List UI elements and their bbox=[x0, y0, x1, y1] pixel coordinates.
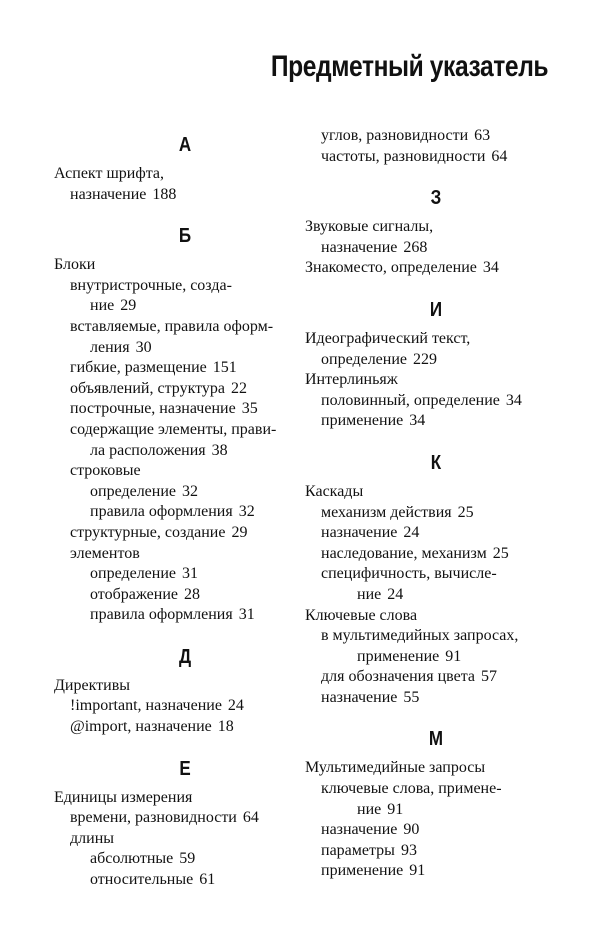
index-entry-text: назначение bbox=[321, 524, 398, 542]
index-entry-text: наследование, механизм bbox=[321, 544, 487, 562]
index-entry-page: 64 bbox=[242, 809, 259, 827]
index-entry-text: ние bbox=[90, 297, 115, 315]
index-entry-text: отображение bbox=[90, 585, 178, 603]
index-entry-text: Идеографический текст, bbox=[305, 329, 471, 347]
index-entry-text: !important, назначение bbox=[70, 697, 222, 715]
index-entry bbox=[305, 126, 567, 147]
index-entry-page: 24 bbox=[403, 524, 420, 542]
index-entry-text: правила оформления bbox=[90, 503, 233, 521]
index-entry bbox=[54, 788, 316, 809]
index-entry bbox=[54, 185, 316, 206]
index-entry bbox=[54, 296, 316, 317]
index-entry-text: параметры bbox=[321, 841, 395, 859]
index-entry-page: 64 bbox=[491, 147, 508, 165]
section-letter: А bbox=[178, 134, 192, 156]
index-entry-text: объявлений, структура bbox=[70, 379, 226, 397]
index-entry-text: Мультимедийные запросы bbox=[305, 759, 486, 777]
index-entry-text: определение bbox=[321, 350, 408, 368]
index-entry bbox=[305, 238, 567, 259]
section-letter: Д bbox=[178, 645, 192, 668]
index-entry-text: Ключевые слова bbox=[305, 606, 418, 624]
index-entry-text: внутристрочные, созда- bbox=[70, 276, 232, 294]
index-entry bbox=[54, 461, 316, 482]
section-letter: К bbox=[430, 451, 442, 474]
index-entry-page: 91 bbox=[409, 862, 426, 880]
index-entry bbox=[54, 379, 316, 400]
index-entry bbox=[305, 482, 567, 503]
index-entry-text: половинный, определение bbox=[321, 391, 500, 409]
index-entry bbox=[305, 329, 567, 350]
index-entry-text: назначение bbox=[321, 238, 398, 256]
index-entry bbox=[305, 147, 567, 168]
index-entry-page: 34 bbox=[409, 412, 426, 430]
index-entry-page: 57 bbox=[481, 668, 498, 686]
index-entry bbox=[54, 544, 316, 565]
index-entry-page: 25 bbox=[457, 503, 474, 521]
index-entry-page: 63 bbox=[474, 127, 491, 144]
index-entry-text: ние bbox=[357, 800, 382, 818]
index-entry-page: 35 bbox=[241, 400, 258, 418]
index-entry-text: абсолютные bbox=[90, 850, 174, 868]
index-entry-text: ключевые слова, примене- bbox=[321, 780, 502, 798]
index-entry bbox=[305, 606, 567, 627]
index-entry-text: применение bbox=[357, 647, 440, 665]
index-entry-text: назначение bbox=[321, 688, 398, 706]
index-entry bbox=[305, 647, 567, 668]
index-entry-text: Каскады bbox=[305, 482, 364, 500]
index-entry-text: Блоки bbox=[54, 256, 96, 274]
index-entry-text: Знакоместо, определение bbox=[305, 259, 477, 277]
index-entry bbox=[54, 399, 316, 420]
index-entry bbox=[305, 841, 567, 862]
index-entry-text: ние bbox=[357, 585, 382, 603]
index-entry-page: 55 bbox=[403, 688, 420, 706]
index-entry-page: 38 bbox=[211, 441, 228, 459]
index-entry bbox=[54, 564, 316, 585]
index-entry bbox=[305, 861, 567, 882]
index-entry bbox=[54, 605, 316, 626]
index-entry bbox=[54, 420, 316, 441]
index-entry bbox=[54, 502, 316, 523]
index-entry-page: 229 bbox=[413, 350, 438, 368]
index-entry-page: 61 bbox=[199, 871, 216, 889]
index-entry bbox=[305, 800, 567, 821]
index-entry-text: гибкие, размещение bbox=[70, 359, 207, 377]
index-entry bbox=[54, 338, 316, 359]
section-gap bbox=[54, 738, 316, 752]
index-entry bbox=[54, 849, 316, 870]
index-entry-text: строковые bbox=[70, 462, 141, 480]
index-entry bbox=[305, 370, 567, 391]
page-title: Предметный указатель bbox=[270, 50, 548, 83]
index-column-right bbox=[305, 126, 567, 882]
index-entry-text: применение bbox=[321, 862, 404, 880]
index-entry-page: 91 bbox=[445, 647, 462, 665]
index-entry bbox=[305, 564, 567, 585]
index-entry-text: Директивы bbox=[54, 676, 130, 694]
index-entry bbox=[305, 411, 567, 432]
section-gap bbox=[305, 432, 567, 446]
index-entry bbox=[305, 503, 567, 524]
index-entry-text: механизм действия bbox=[321, 503, 452, 521]
index-entry-page: 34 bbox=[482, 259, 499, 277]
index-entry bbox=[305, 585, 567, 606]
index-entry-text: структурные, создание bbox=[70, 523, 226, 541]
index-entry bbox=[54, 441, 316, 462]
index-entry-text: специфичность, вычисле- bbox=[321, 565, 497, 583]
section-gap bbox=[305, 279, 567, 293]
index-entry bbox=[305, 391, 567, 412]
index-entry-text: элементов bbox=[70, 544, 140, 562]
index-entry bbox=[305, 688, 567, 709]
index-entry bbox=[54, 164, 316, 185]
index-entry-text: назначение bbox=[321, 821, 398, 839]
index-entry-text: правила оформления bbox=[90, 606, 233, 624]
index-entry bbox=[54, 276, 316, 297]
index-entry-text: ления bbox=[90, 338, 130, 356]
index-entry-page: 32 bbox=[182, 482, 199, 500]
index-entry-text: построчные, назначение bbox=[70, 400, 236, 418]
section-gap bbox=[305, 167, 567, 181]
index-entry bbox=[54, 317, 316, 338]
index-entry-page: 25 bbox=[492, 544, 509, 562]
section-letter: З bbox=[430, 187, 442, 210]
index-entry-text: определение bbox=[90, 565, 177, 583]
index-entry-page: 24 bbox=[227, 697, 244, 715]
index-entry-text: длины bbox=[70, 829, 114, 847]
index-entry bbox=[54, 696, 316, 717]
index-entry bbox=[54, 523, 316, 544]
index-entry-text: @import, назначение bbox=[70, 718, 212, 736]
index-entry-text: ла расположения bbox=[90, 441, 206, 459]
index-entry-page: 59 bbox=[179, 850, 196, 868]
index-entry bbox=[305, 626, 567, 647]
index-entry bbox=[305, 217, 567, 238]
index-entry-text: Звуковые сигналы, bbox=[305, 218, 434, 236]
section-gap bbox=[54, 626, 316, 640]
section-letter: И bbox=[429, 298, 443, 321]
index-entry-page: 22 bbox=[231, 379, 248, 397]
index-entry-page: 268 bbox=[403, 238, 428, 256]
index-entry-page: 29 bbox=[120, 297, 137, 315]
index-entry bbox=[54, 717, 316, 738]
index-entry-text: времени, разновидности bbox=[70, 809, 237, 827]
index-entry-text: определение bbox=[90, 482, 177, 500]
index-entry-text: углов, разновидности bbox=[321, 127, 469, 144]
index-entry bbox=[54, 808, 316, 829]
index-entry-page: 29 bbox=[231, 523, 248, 541]
section-gap bbox=[305, 708, 567, 722]
index-entry bbox=[54, 676, 316, 697]
index-column-left bbox=[54, 126, 316, 891]
index-entry bbox=[54, 870, 316, 891]
index-entry-page: 30 bbox=[135, 338, 152, 356]
index-entry bbox=[305, 667, 567, 688]
index-entry-page: 90 bbox=[403, 821, 420, 839]
index-entry bbox=[305, 758, 567, 779]
index-entry-page: 151 bbox=[212, 359, 237, 377]
index-entry bbox=[54, 585, 316, 606]
index-entry-page: 28 bbox=[183, 585, 200, 603]
index-entry-text: Единицы измерения bbox=[54, 788, 193, 806]
index-entry-text: вставляемые, правила оформ- bbox=[70, 317, 274, 335]
section-letter: М bbox=[428, 728, 444, 751]
index-entry-page: 188 bbox=[152, 185, 177, 203]
section-letter: Б bbox=[178, 225, 192, 248]
index-entry-page: 31 bbox=[238, 606, 255, 624]
index-entry bbox=[305, 779, 567, 800]
index-entry bbox=[305, 820, 567, 841]
index-entry bbox=[54, 829, 316, 850]
index-entry bbox=[305, 544, 567, 565]
index-entry-page: 18 bbox=[217, 718, 234, 736]
index-entry-page: 93 bbox=[400, 841, 417, 859]
index-entry bbox=[54, 255, 316, 276]
index-entry bbox=[305, 350, 567, 371]
index-entry-text: Интерлиньяж bbox=[305, 371, 398, 389]
index-entry-text: в мультимедийных запросах, bbox=[321, 627, 519, 645]
index-entry-text: частоты, разновидности bbox=[321, 147, 486, 165]
index-entry-text: назначение bbox=[70, 185, 147, 203]
index-entry bbox=[54, 482, 316, 503]
section-letter: Е bbox=[179, 757, 191, 780]
index-entry-text: применение bbox=[321, 412, 404, 430]
index-entry bbox=[305, 523, 567, 544]
index-entry-text: содержащие элементы, прави- bbox=[70, 420, 277, 438]
index-entry-page: 24 bbox=[387, 585, 404, 603]
index-entry-page: 91 bbox=[387, 800, 404, 818]
index-entry bbox=[54, 358, 316, 379]
index-entry-page: 32 bbox=[238, 503, 255, 521]
index-entry-text: для обозначения цвета bbox=[321, 668, 476, 686]
index-entry-page: 34 bbox=[505, 391, 522, 409]
index-entry-page: 31 bbox=[182, 565, 199, 583]
section-gap bbox=[54, 205, 316, 219]
index-entry-text: относительные bbox=[90, 871, 194, 889]
index-entry-text: Аспект шрифта, bbox=[54, 165, 165, 182]
index-entry bbox=[305, 258, 567, 279]
